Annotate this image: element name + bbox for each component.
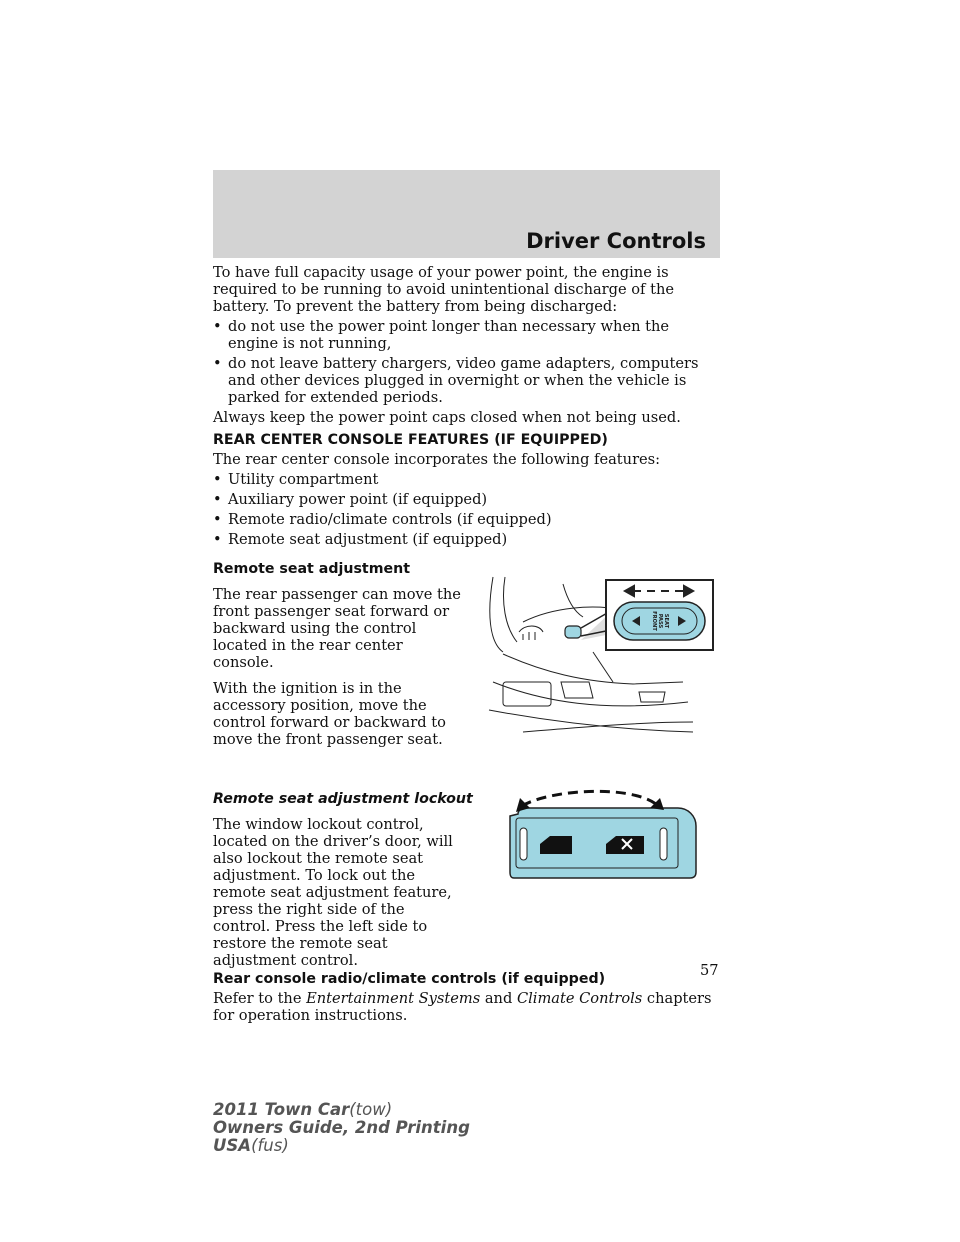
section-title: Driver Controls [526, 229, 706, 253]
footer-model: 2011 Town Car [213, 1100, 350, 1119]
radio-paragraph: Refer to the Entertainment Systems and Climate Controls chapters for operation instructions. [213, 990, 712, 1024]
list-item: • do not leave battery chargers, video game adapters, computers and other devices plugged in overnight or when the vehicle is parked for extended periods. [213, 355, 699, 406]
switch-label-front: FRONT [651, 611, 657, 631]
console-illustration [483, 572, 723, 742]
list-item: • Utility compartment [213, 471, 379, 488]
intro-paragraph: To have full capacity usage of your power point, the engine is required to be running to avoid unintentional discharge of the battery. To prevent the battery from being discharged: [213, 264, 674, 315]
list-item: • Remote seat adjustment (if equipped) [213, 531, 508, 548]
footer: 2011 Town Car(tow) Owners Guide, 2nd Printing USA(fus) [213, 1100, 470, 1155]
remote-seat-paragraph-1: The rear passenger can move the front passenger seat forward or backward using the control located in the rear center console. [213, 586, 461, 671]
switch-label-pass: PASS [657, 613, 663, 629]
caps-paragraph: Always keep the power point caps closed when not being used. [213, 409, 681, 426]
lockout-heading: Remote seat adjustment lockout [213, 791, 473, 807]
list-item: • Auxiliary power point (if equipped) [213, 491, 488, 508]
switch-label-seat: SEAT [663, 613, 669, 629]
console-heading: REAR CENTER CONSOLE FEATURES (IF EQUIPPED) [213, 432, 608, 448]
list-item: • Remote radio/climate controls (if equipped) [213, 511, 552, 528]
page-number: 57 [700, 962, 719, 979]
footer-region: USA [213, 1136, 252, 1155]
radio-heading: Rear console radio/climate controls (if equipped) [213, 971, 606, 987]
list-item: • do not use the power point longer than necessary when the engine is not running, [213, 318, 670, 352]
footer-guide: Owners Guide, 2nd Printing [213, 1118, 470, 1137]
remote-seat-heading: Remote seat adjustment [213, 561, 410, 577]
remote-seat-paragraph-2: With the ignition is in the accessory position, move the control forward or backward to move the front passenger seat. [213, 680, 446, 748]
lockout-paragraph: The window lockout control, located on the driver’s door, will also lockout the remote seat adjustment. To lock out the remote seat adjustment feature, press the right side of the control. Press the left side to restore the remote seat adjustment control. [213, 816, 453, 969]
lockout-switch-illustration [508, 786, 700, 882]
console-paragraph: The rear center console incorporates the following features: [213, 451, 661, 468]
section-header [213, 170, 720, 258]
